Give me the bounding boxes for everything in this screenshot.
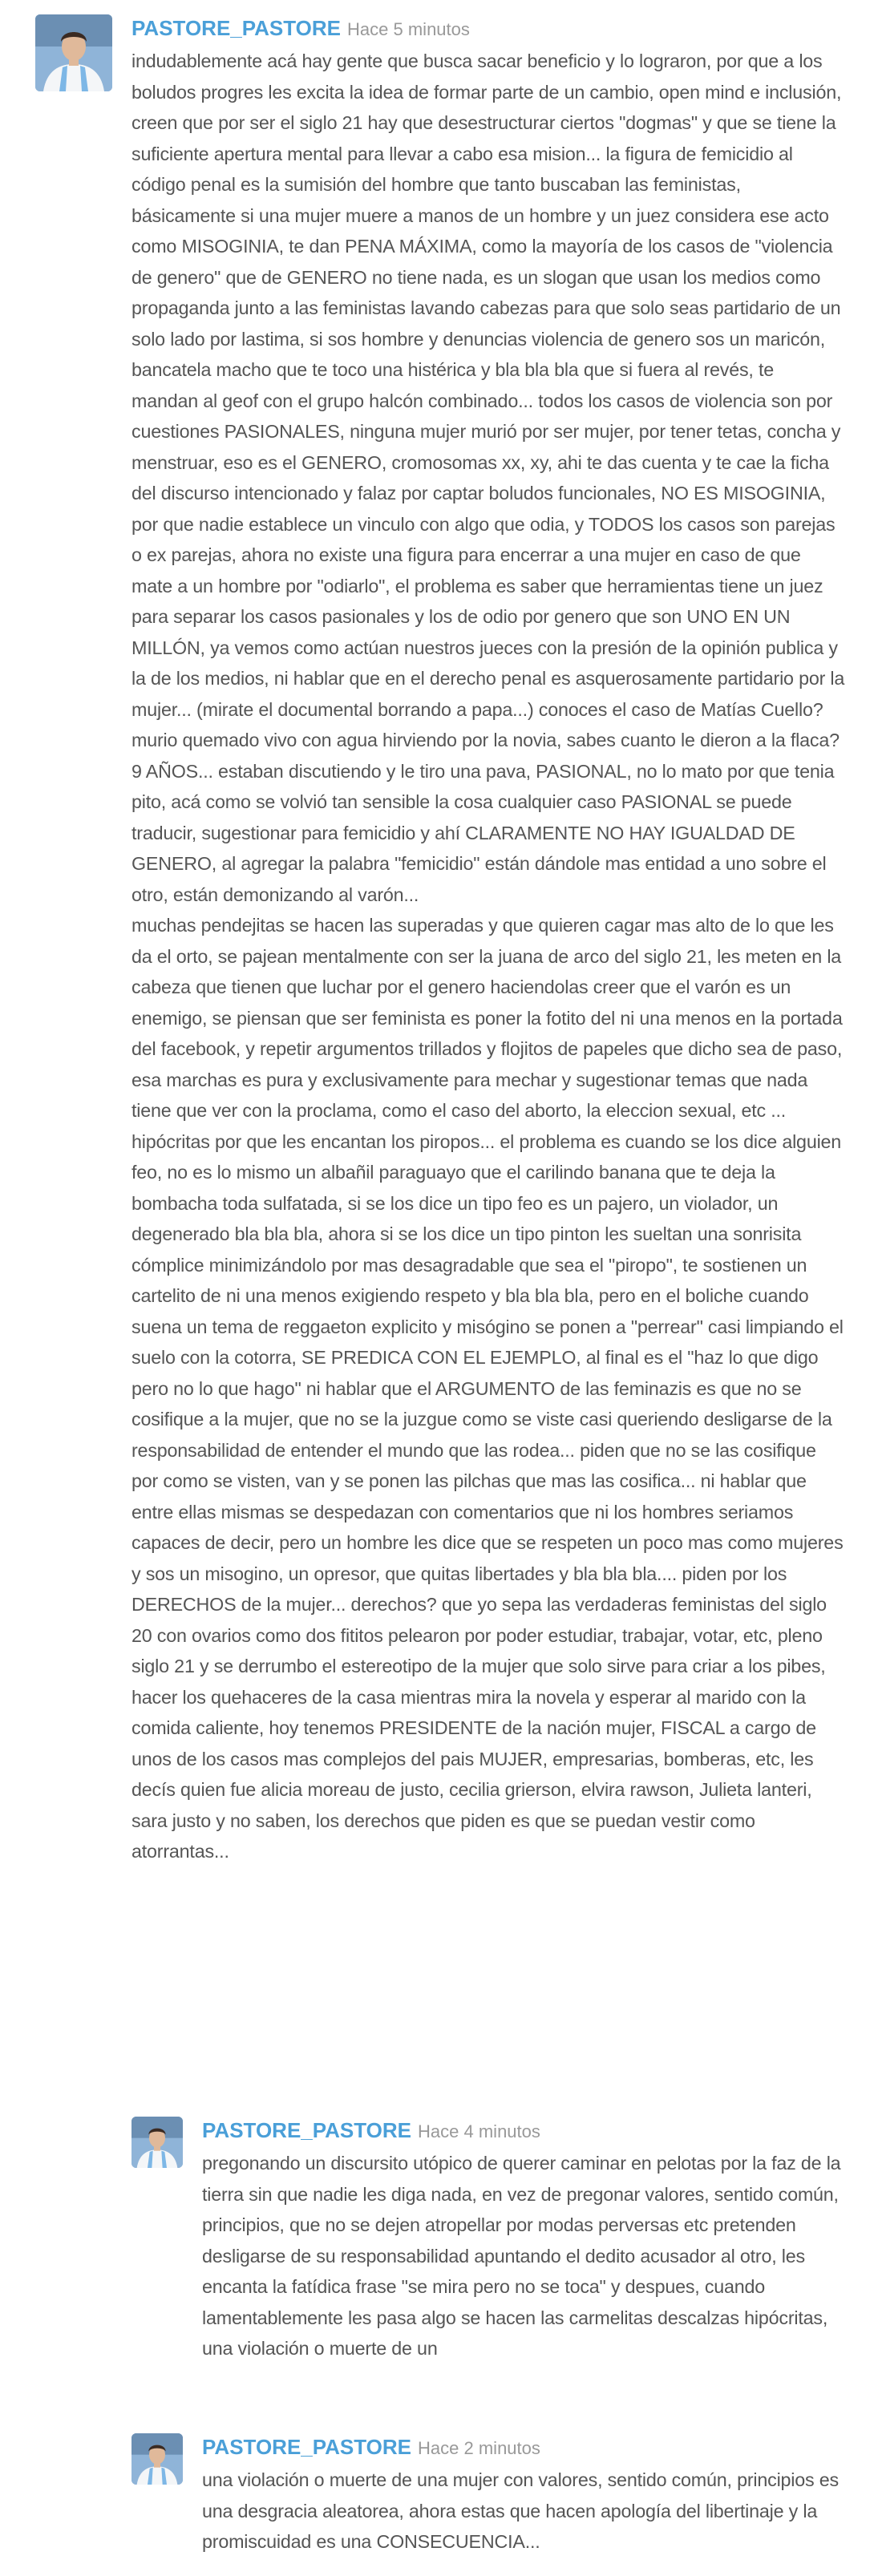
comment-text — [132, 46, 845, 1867]
timestamp: Hace 5 minutos — [347, 19, 470, 39]
author-link[interactable]: PASTORE_PASTORE — [202, 2435, 412, 2459]
author-link[interactable]: PASTORE_PASTORE — [132, 16, 342, 40]
comment-paragraph: una violación o muerte de una mujer con valores, sentido común, principios es una desgracia aleatorea, ahora estas que hacen apología del libertinaje y la promiscuidad es una CONSECUENCIA... — [202, 2469, 839, 2552]
comment-text — [202, 2148, 842, 2364]
avatar[interactable] — [35, 14, 112, 91]
comment-paragraph: muchas pendejitas se hacen las superadas y que quieren cagar mas alto de lo que les da el orto, se pajean mentalmente con ser la juana de arco del siglo 21, les meten en la cabeza que tienen que luchar por el genero haciendolas creer que el varón es un enemigo, se piensan que ser feminista es poner la fotito del ni una menos en la portada del facebook, y repetir argumentos trillados y flojitos de papeles que dicho sea de paso, esa marchas es pura y exclusivamente para mechar y sugestionar temas que nada tiene que ver con la proclama, como el caso del aborto, la eleccion sexual, etc ... hipócritas por que les encantan los piropos... el problema es cuando se los dice alguien feo, no es lo mismo un albañil paraguayo que el carilindo banana que te deja la bombacha toda sulfatada, si se los dice un tipo feo es un pajero, un violador, un degenerado bla bla bla, ahora si se los dice un tipo pinton les sueltan una sonrisita cómplice minimizándolo por mas desagradable que sea el "piropo", te sostienen un cartelito de ni una menos exigiendo respeto y bla bla bla, pero en el boliche cuando suena un tema de reggaeton explicito y misógino se ponen a "perrear" casi limpiando el suelo con la cotorra, SE PREDICA CON EL EJEMPLO, al final es el "haz lo que digo pero no lo que hago" ni hablar que el ARGUMENTO de las feminazis es que no se cosifique a la mujer, que no se la juzgue como se viste casi queriendo desligarse de la responsabilidad de entender el mundo que las rodea... piden que no se las cosifique por como se visten, van y se ponen las pilchas que mas las cosifica... ni hablar que entre ellas mismas se despedazan con comentarios que ni los hombres seriamos capaces de decir, pero un hombre les dice que se respeten un poco mas como mujeres y sos un misogino, un opresor, que quitas libertades y bla bla bla.... piden por los DERECHOS de la mujer... derechos? que yo sepa las verdaderas feministas del siglo 20 con ovarios como dos fititos pelearon por poder estudiar, trabajar, votar, etc, pleno siglo 21 y se derrumbo el estereotipo de la mujer que solo sirve para criar a los pibes, hacer los quehaceres de la casa mientras mira la novela y esperar al marido con la comida caliente, hoy tenemos PRESIDENTE de la nación mujer, FISCAL a cargo de unos de los casos mas complejos del pais MUJER, empresarias, bomberas, etc, les decís quien fue alicia moreau de justo, cecilia grierson, elvira rawson, Julieta lanteri, sara justo y no saben, los derechos que piden es que se puedan vestir como atorrantas... — [132, 915, 844, 1862]
comment-paragraph: pregonando un discursito utópico de querer caminar en pelotas por la faz de la tierra sin que nadie les diga nada, en vez de pregonar valores, sentido común, principios, que no se dejen atropellar por modas perversas etc pretenden desligarse de su responsabilidad apuntando el dedito acusador al otro, les encanta la fatídica frase "se mira pero no se toca" y despues, cuando lamentablemente les pasa algo se hacen las carmelitas descalzas hipócritas, una violación o muerte de un — [202, 2153, 841, 2359]
avatar[interactable] — [132, 2433, 183, 2485]
avatar[interactable] — [132, 2117, 183, 2168]
comment-paragraph: indudablemente acá hay gente que busca sacar beneficio y lo lograron, por que a los boludos progres les excita la idea de formar parte de un cambio, open mind e inclusión, creen que por ser el siglo 21 hay que desestructurar ciertos "dogmas" y que se tiene la suficiente apertura mental para llevar a cabo esa mision... la figura de femicidio al código penal es la sumisión del hombre que tanto buscaban las feministas, básicamente si una mujer muere a manos de un hombre y un juez considera ese acto como MISOGINIA, te dan PENA MÁXIMA, como la mayoría de los casos de "violencia de genero" que de GENERO no tiene nada, es un slogan que usan los medios como propaganda junto a las feministas lavando cabezas para que solo seas partidario de un solo lado por lastima, si sos hombre y denuncias violencia de genero sos un maricón, bancatela macho que te toco una histérica y bla bla bla que si fuera al revés, te mandan al geof con el grupo halcón combinado... todos los casos de violencia son por cuestiones PASIONALES, ninguna mujer murió por ser mujer, por tener tetas, concha y menstruar, eso es el GENERO, cromosomas xx, xy, ahi te das cuenta y te cae la ficha del discurso intencionado y falaz por captar boludos funcionales, NO ES MISOGINIA, por que nadie establece un vinculo con algo que odia, y TODOS los casos son parejas o ex parejas, ahora no existe una figura para encerrar a una mujer en caso de que mate a un hombre por "odiarlo", el problema es saber que herramientas tiene un juez para separar los casos pasionales y los de odio por genero que son UNO EN UN MILLÓN, ya vemos como actúan nuestros jueces con la presión de la opinión publica y la de los medios, ni hablar que en el derecho penal es asquerosamente partidario por la mujer... (mirate el documental borrando a papa...) conoces el caso de Matías Cuello? murio quemado vivo con agua hirviendo por la novia, sabes cuanto le dieron a la flaca? 9 AÑOS... estaban discutiendo y le tiro una pava, PASIONAL, no lo mato por que tenia pito, acá como se volvió tan sensible la cosa cualquier caso PASIONAL se puede traducir, sugestionar para femicidio y ahí CLARAMENTE NO HAY IGUALDAD DE GENERO, al agregar la palabra "femicidio" están dándole mas entidad a uno sobre el otro, están demonizando al varón... — [132, 51, 845, 905]
timestamp: Hace 2 minutos — [418, 2438, 540, 2458]
comment-text — [202, 2465, 842, 2558]
timestamp: Hace 4 minutos — [418, 2121, 540, 2141]
author-link[interactable]: PASTORE_PASTORE — [202, 2118, 412, 2142]
